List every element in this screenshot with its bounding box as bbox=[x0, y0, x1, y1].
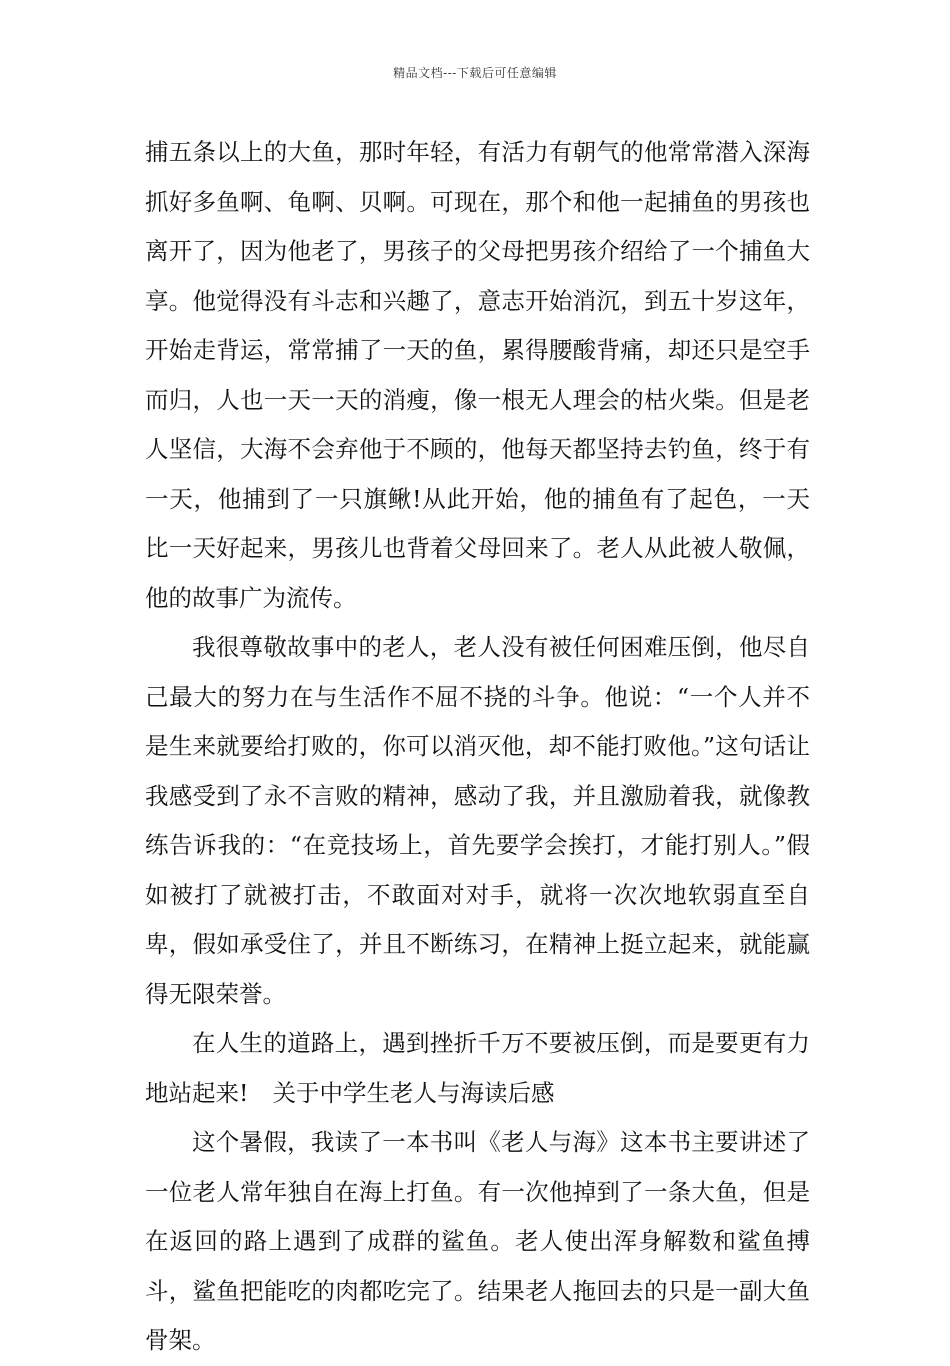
document-body bbox=[145, 128, 810, 1366]
paragraph-continued-story: 捕五条以上的大鱼，那时年轻，有活力有朝气的他常常潜入深海抓好多鱼啊、龟啊、贝啊。可现在，那个和他一起捕鱼的男孩也离开了，因为他老了，男孩子的父母把男孩介绍给了一个捕鱼大享。他觉得没有斗志和兴趣了，意志开始消沉，到五十岁这年，开始走背运，常常捕了一天的鱼，累得腰酸背痛，却还只是空手而归，人也一天一天的消瘦，像一根无人理会的枯火柴。但是老人坚信，大海不会弃他于不顾的，他每天都坚持去钓鱼，终于有一天，他捕到了一只旗鳅!从此开始，他的捕鱼有了起色，一天比一天好起来，男孩儿也背着父母回来了。老人从此被人敬佩，他的故事广为流传。 bbox=[145, 138, 810, 612]
paragraph-summer-reading: 这个暑假，我读了一本书叫《老人与海》这本书主要讲述了一位老人常年独自在海上打鱼。有一次他掉到了一条大鱼，但是在返回的路上遇到了成群的鲨鱼。老人使出浑身解数和鲨鱼搏斗，鲨鱼把能吃的肉都吃完了。结果老人拖回去的只是一副大鱼骨架。 bbox=[145, 1128, 810, 1354]
paragraph-life-road bbox=[145, 1019, 810, 1118]
page-header: 精品文档---下载后可任意编辑 bbox=[393, 66, 557, 80]
paragraph-life-road-text: 在人生的道路上，遇到挫折千万不要被压倒，而是要更有力地站起来! bbox=[145, 1029, 810, 1107]
paragraph-admiration: 我很尊敬故事中的老人，老人没有被任何困难压倒，他尽自己最大的努力在与生活作不屈不挠的斗争。他说：“一个人并不是生来就要给打败的，你可以消灭他，却不能打败他。”这句话让我感受到了永不言败的精神，感动了我，并且激励着我，就像教练告诉我的：“在竞技场上，首先要学会挨打，才能打别人。”假如被打了就被打击，不敢面对对手，就将一次次地软弱直至自卑，假如承受住了，并且不断练习，在精神上挺立起来，就能赢得无限荣誉。 bbox=[145, 633, 810, 1008]
essay-subtitle: 关于中学生老人与海读后感 bbox=[272, 1078, 555, 1107]
